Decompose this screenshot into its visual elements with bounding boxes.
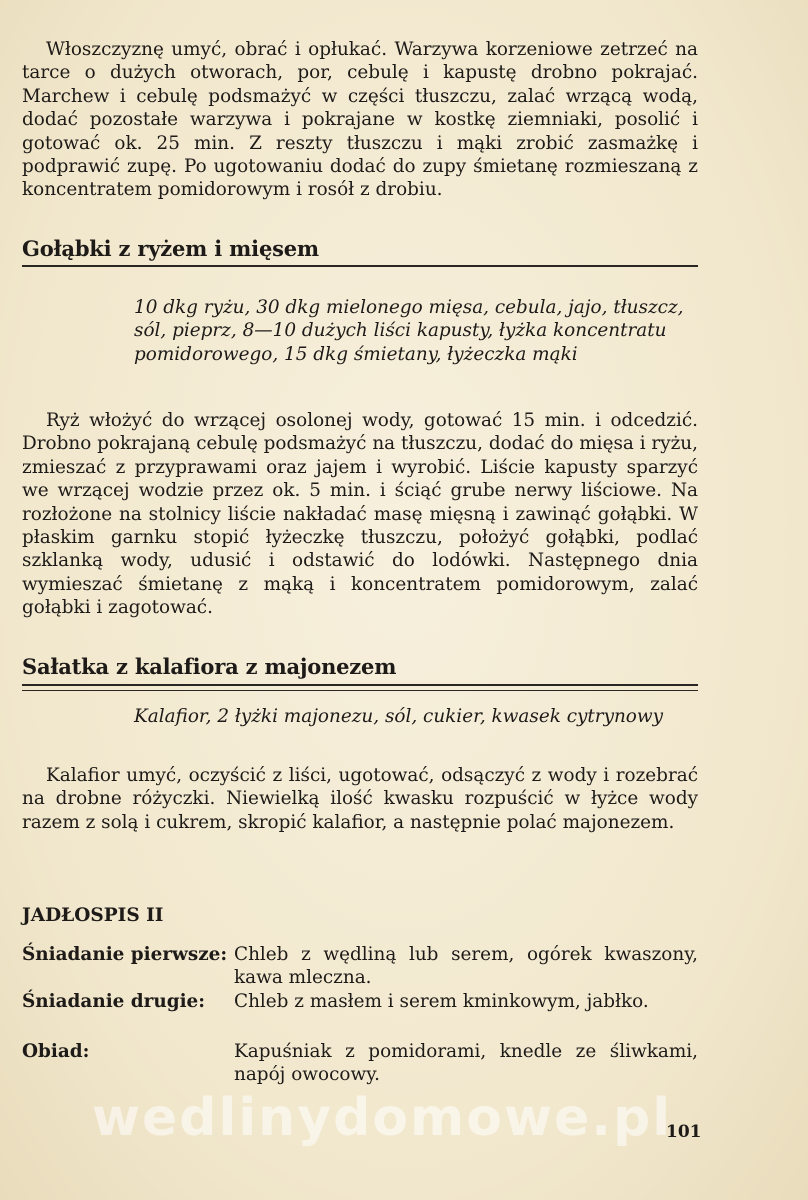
recipe-2-title-rule: [22, 684, 698, 686]
recipe-1-heading-block: [22, 236, 698, 262]
meal-desc: Kapuśniak z pomidorami, knedle ze śliwkami, napój owocowy.: [234, 1041, 698, 1086]
menu-heading-block: [22, 904, 698, 928]
recipe-1-instructions-block: [22, 409, 698, 620]
meal-label: Obiad:: [22, 1041, 90, 1062]
meal-desc: Chleb z masłem i serem kminkowym, jabłko.: [234, 991, 649, 1012]
recipe-2-title-rule-thin: [22, 690, 698, 691]
page-number: 101: [666, 1122, 702, 1142]
intro-block: [22, 38, 698, 202]
recipe-1-title-rule: [22, 265, 698, 267]
recipe-2-ingredients-block: [134, 705, 700, 728]
recipe-1-instructions: Ryż włożyć do wrzącej osolonej wody, gotować 15 min. i odcedzić. Drobno pokrajaną cebulę podsmażyć na tłuszczu, dodać do mięsa i ryżu, zmieszać z przyprawami oraz jajem i wyrobić. Liście kapusty sparzyć we wrzącej wodzie przez ok. 5 min. i ściąć grube nerwy liściowe. Na rozłożone na stolnicy liście nakładać masę mięsną i zawinąć gołąbki. W płaskim garnku stopić łyżeczkę tłuszczu, położyć gołąbki, podlać szklanką wody, udusić i odstawić do lodówki. Następnego dnia wymieszać śmietanę z mąką i koncentratem pomidorowym, zalać gołąbki i zagotować.: [22, 410, 698, 619]
meal-label: Śniadanie drugie:: [22, 991, 206, 1012]
recipe-1-ingredients-block: [134, 296, 700, 366]
recipe-2-title: Sałatka z kalafiora z majonezem: [22, 654, 397, 679]
menu-title: JADŁOSPIS II: [22, 905, 164, 926]
watermark-text: wedlinydomowe.pl: [92, 1088, 673, 1148]
recipe-2-instructions-block: [22, 764, 698, 834]
meal-label: Śniadanie pierwsze:: [22, 944, 228, 965]
recipe-2-instructions: Kalafior umyć, oczyścić z liści, ugotować, odsączyć z wody i rozebrać na drobne różyczki. Niewielką ilość kwasku rozpuścić w łyżce wody razem z solą i cukrem, skropić kalafior, a następnie polać majonezem.: [22, 765, 698, 833]
recipe-2-ingredients: Kalafior, 2 łyżki majonezu, sól, cukier, kwasek cytrynowy: [134, 706, 664, 727]
recipe-2-heading-block: [22, 654, 698, 680]
intro-paragraph: Włoszczyznę umyć, obrać i opłukać. Warzywa korzeniowe zetrzeć na tarce o dużych otworach, por, cebulę i kapustę drobno pokrajać. Marchew i cebulę podsmażyć w części tłuszczu, zalać wrzącą wodą, dodać pozostałe warzywa i pokrajane w kostkę ziemniaki, posolić i gotować ok. 25 min. Z reszty tłuszczu i mąki zrobić zasmażkę i podprawić zupę. Po ugotowaniu dodać do zupy śmietanę rozmieszaną z koncentratem pomidorowym i rosół z drobiu.: [22, 39, 698, 201]
meal-desc: Chleb z wędliną lub serem, ogórek kwaszony, kawa mleczna.: [234, 944, 698, 989]
recipe-1-ingredients: 10 dkg ryżu, 30 dkg mielonego mięsa, cebula, jajo, tłuszcz, sól, pieprz, 8—10 dużych liści kapusty, łyżka koncentratu pomidorowego, 15 dkg śmietany, łyżeczka mąki: [134, 297, 684, 365]
recipe-1-title: Gołąbki z ryżem i mięsem: [22, 236, 319, 261]
